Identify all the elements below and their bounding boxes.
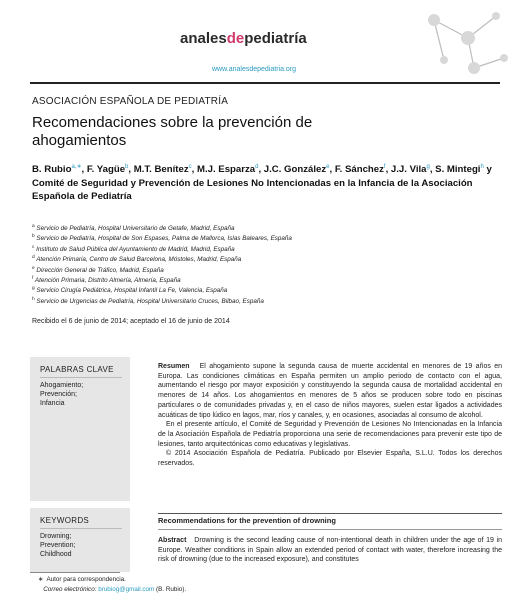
footnote-rule [30, 572, 120, 573]
header-rule [30, 82, 500, 84]
author-affiliation-mark[interactable]: d [255, 163, 259, 170]
author-name: F. Yagüe [86, 164, 126, 175]
author-name: F. Sánchez [334, 164, 384, 175]
author-separator: , [429, 164, 436, 175]
footnote-author: Autor para correspondencia. [46, 576, 126, 583]
author-separator: , [258, 164, 264, 175]
keywords-es-heading: PALABRAS CLAVE [40, 365, 122, 378]
journal-logo: analesdepediatría [180, 30, 307, 47]
article-title: Recomendaciones sobre la prevención de ahogamientos [32, 114, 313, 149]
author-affiliation-mark[interactable]: c [188, 163, 192, 170]
author-name: S. Mintegi [435, 164, 481, 175]
author-affiliation-mark[interactable]: f [383, 163, 386, 170]
affiliation-item [32, 266, 502, 276]
footnote-mark: ∗ [38, 576, 44, 583]
author-name: J.C. González [263, 164, 327, 175]
section-label: ASOCIACIÓN ESPAÑOLA DE PEDIATRÍA [32, 96, 229, 107]
affiliation-item [32, 234, 502, 244]
abstract-en-rule [158, 513, 502, 514]
footnote-email-link[interactable]: brubiog@gmail.com [98, 586, 155, 593]
affiliation-mark: e [32, 265, 35, 271]
author-separator: , [329, 164, 335, 175]
affiliation-text: Servicio de Pediatría, Hospital de Son Espases, Palma de Mallorca, Islas Baleares, España [36, 235, 292, 243]
affiliation-text: Servicio de Pediatría, Hospital Universitario de Getafe, Madrid, España [36, 225, 235, 232]
keyword-item: Childhood [40, 551, 72, 558]
keywords-en-box [30, 508, 130, 572]
keyword-item: Prevención; [40, 391, 77, 398]
affiliation-mark: d [32, 255, 35, 261]
keyword-item: Drowning; [40, 533, 72, 540]
affiliation-text: Servicio Cirugía Pediátrica, Hospital Infantil La Fe, Valencia, España [36, 287, 228, 295]
footnote [38, 575, 186, 595]
author-list [32, 163, 502, 204]
affiliation-mark: b [32, 234, 35, 240]
affiliation-mark: g [32, 286, 35, 292]
author-separator: , [128, 164, 134, 175]
author-name: M.J. Esparza [196, 164, 256, 175]
abstract-en-rule-lower [158, 529, 502, 530]
affiliation-mark: f [32, 275, 34, 281]
affiliation-text: Dirección General de Tráfico, Madrid, España [36, 266, 164, 274]
affiliation-mark: h [32, 296, 35, 302]
abstract-es [158, 362, 502, 469]
affiliation-item [32, 276, 502, 286]
affiliation-item [32, 255, 502, 265]
journal-network-graphic-icon [424, 8, 512, 80]
author-affiliation-mark[interactable]: b [125, 163, 129, 170]
author-affiliation-mark[interactable]: e [326, 163, 330, 170]
author-affiliation-mark[interactable]: g [426, 163, 430, 170]
keywords-en-heading: KEYWORDS [40, 516, 122, 529]
journal-url-link[interactable]: www.analesdepediatria.org [212, 66, 297, 73]
footnote-email-tail: (B. Rubio). [156, 586, 187, 593]
abstract-en-lead: Abstract [158, 537, 187, 544]
keyword-item: Prevention; [40, 542, 76, 549]
affiliation-item [32, 297, 502, 307]
affiliation-mark: c [32, 244, 35, 250]
abstract-es-p2: En el presente artículo, el Comité de Seguridad y Prevención de Lesiones No Intencionadas en la Infancia de la Asociación Española de Pediatría proporciona una serie de recomendaciones para prevenir este tipo de lesiones, tanto arquitectónicas como educativas y legislativas. [158, 421, 502, 448]
author-affiliation-mark[interactable]: h [480, 163, 484, 170]
authors-committee: y Comité de Seguridad y Prevención de Lesiones No Intencionadas en la Infancia de la Asociación Española de Pediatría [32, 164, 492, 202]
author-separator: , [81, 164, 87, 175]
keyword-item: Ahogamiento; [40, 382, 84, 389]
received-dates: Recibido el 6 de junio de 2014; aceptado el 16 de junio de 2014 [32, 318, 230, 325]
affiliation-text: Atención Primaria, Centro de Salud Barcelona, Móstoles, Madrid, España [36, 256, 242, 264]
footnote-email-label: Correo electrónico: [43, 586, 97, 593]
abstract-en [158, 536, 502, 565]
keyword-item: Infancia [40, 400, 65, 407]
affiliation-text: Servicio de Urgencias de Pediatría, Hospital Universitario Cruces, Bilbao, España [36, 297, 264, 305]
abstract-en-title: Recommendations for the prevention of drowning [158, 516, 336, 525]
affiliation-list [32, 224, 502, 307]
affiliation-text: Instituto de Salud Pública del Ayuntamiento de Madrid, Madrid, España [36, 245, 235, 253]
abstract-es-p1: El ahogamiento supone la segunda causa de muerte accidental en menores de 19 años en Europa. Las condiciones climáticas en España permiten un amplio periodo de contacto con el agua, aumentando el riesgo por mayor exposición y constituyendo la segunda causa de mortalidad accidental en menores de 14 años. Los ahogamientos en menores de 5 años se producen sobre todo en piscinas particulares o de comunidades privadas y, en el caso de niños mayores, suelen estar ligados a actividades acuáticas de tipo lúdico en lagos, mar, ríos y canales, y, en ocasiones, asociadas al consumo de alcohol. [158, 363, 502, 419]
affiliation-mark: a [32, 223, 35, 229]
affiliation-text: Atención Primaria, Distrito Almería, Almería, España [34, 277, 181, 285]
author-name: B. Rubio [32, 164, 72, 175]
abstract-es-lead: Resumen [158, 363, 190, 370]
keywords-es-box [30, 357, 130, 501]
author-name: J.J. Vila [390, 164, 427, 175]
author-separator: , [191, 164, 197, 175]
abstract-es-copyright: © 2014 Asociación Española de Pediatría. Publicado por Elsevier España, S.L.U. Todos los derechos reservados. [158, 450, 502, 468]
affiliation-item [32, 245, 502, 255]
author-affiliation-mark[interactable]: a,∗ [71, 163, 82, 170]
author-name: M.T. Benítez [133, 164, 189, 175]
affiliation-item [32, 286, 502, 296]
affiliation-item [32, 224, 502, 234]
abstract-en-text: Drowning is the second leading cause of non-intentional death in children under the age of 19 in Europe. Weather conditions in Spain allow an extended period of contact with water, therefore increasing the risk of drowning (due to the increased exposure), and constitutes [158, 537, 502, 564]
author-separator: , [385, 164, 391, 175]
